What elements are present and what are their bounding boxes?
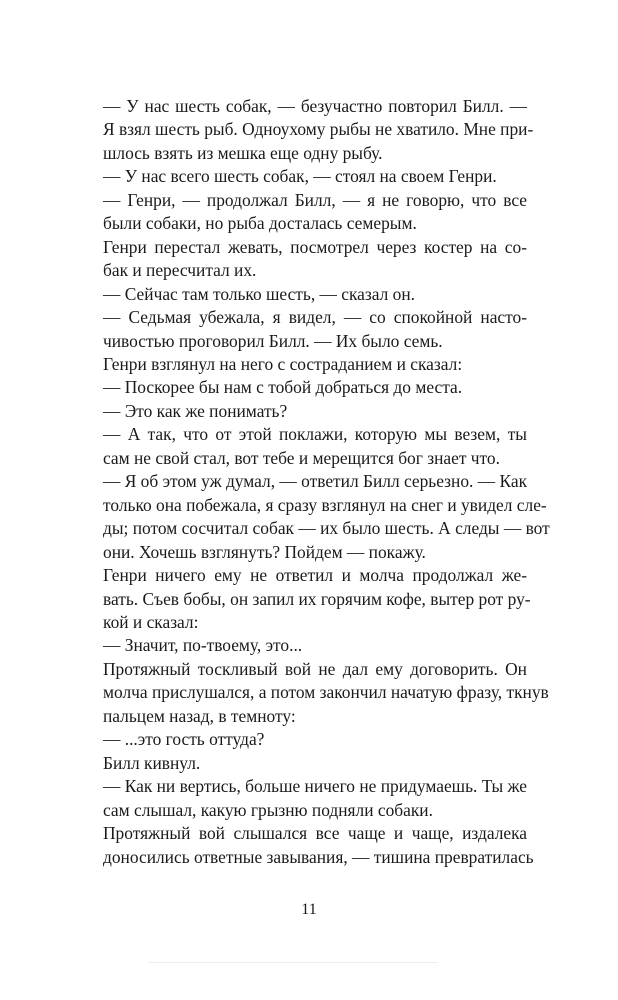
text-line: чивостью проговорил Билл. — Их было семь. — [103, 330, 443, 351]
text-line: пальцем назад, в темноту: — [103, 705, 296, 726]
paragraph — [76, 353, 527, 376]
text-line: — У нас шесть собак, — безучастно повторил Билл. — — [103, 96, 527, 116]
text-line: — ...это гость оттуда? — [103, 729, 265, 750]
paragraph — [76, 236, 527, 283]
text-line: Генри ничего ему не ответил и молча продолжал же- — [103, 565, 527, 586]
paragraph — [76, 470, 550, 564]
page-number: 11 — [301, 901, 317, 918]
paragraph — [76, 376, 527, 399]
paragraph — [76, 658, 549, 728]
text-line: — Сейчас там только шесть, — сказал он. — [103, 283, 416, 304]
text-line: шлось взять из мешка еще одну рыбу. — [103, 142, 383, 163]
text-line: Протяжный вой слышался все чаще и чаще, издалека — [103, 823, 527, 844]
text-line: Я взял шесть рыб. Одноухому рыбы не хватило. Мне при- — [103, 119, 534, 140]
paragraph — [76, 752, 527, 775]
paragraph — [76, 423, 527, 470]
paragraph — [76, 564, 531, 634]
paragraph — [76, 95, 534, 165]
text-line: — Я об этом уж думал, — ответил Билл серьезно. — Как — [103, 471, 528, 492]
text-line: молча прислушался, а потом закончил начатую фразу, ткнув — [103, 682, 549, 703]
paragraph — [76, 306, 527, 353]
text-line: — У нас всего шесть собак, — стоял на своем Генри. — [103, 166, 497, 187]
text-line: вать. Съев бобы, он запил их горячим кофе, вытер рот ру- — [103, 588, 531, 609]
text-line: только она побежала, я сразу взглянул на снег и увидел сле- — [103, 494, 547, 515]
text-line: Протяжный тоскливый вой не дал ему договорить. Он — [103, 658, 527, 679]
text-line: — Как ни вертись, больше ничего не придумаешь. Ты же — [103, 776, 527, 797]
paragraph — [76, 400, 527, 423]
text-line: — Значит, по-твоему, это... — [103, 635, 303, 656]
text-line: сам не свой стал, вот тебе и мерещится бог знает что. — [103, 447, 500, 468]
paragraph — [76, 283, 527, 306]
text-line: они. Хочешь взглянуть? Пойдем — покажу. — [103, 541, 426, 562]
text-line: бак и пересчитал их. — [103, 260, 257, 281]
paragraph — [76, 775, 527, 822]
paragraph — [76, 189, 527, 236]
text-line: Билл кивнул. — [103, 752, 201, 773]
text-line: Генри взглянул на него с состраданием и сказал: — [103, 353, 463, 374]
text-line: — Седьмая убежала, я видел, — со спокойной насто- — [103, 307, 527, 328]
text-line: кой и сказал: — [103, 611, 199, 632]
text-line: — А так, что от этой поклажи, которую мы везем, ты — [103, 424, 527, 445]
text-line: сам слышал, какую грызню подняли собаки. — [103, 799, 433, 820]
paragraph — [76, 165, 527, 188]
bottom-divider — [148, 962, 438, 963]
text-line: Генри перестал жевать, посмотрел через костер на со- — [103, 236, 527, 257]
body-text — [76, 95, 550, 869]
paragraph — [76, 728, 527, 751]
text-line: ды; потом сосчитал собак — их было шесть. А следы — вот — [103, 518, 550, 539]
paragraph — [76, 634, 527, 657]
text-line: доносились ответные завывания, — тишина превратилась — [103, 846, 534, 867]
text-line: — Это как же понимать? — [103, 400, 288, 421]
paragraph — [76, 822, 534, 869]
text-line: — Генри, — продолжал Билл, — я не говорю, что все — [103, 189, 527, 210]
text-line: были собаки, но рыба досталась семерым. — [103, 213, 417, 234]
text-line: — Поскорее бы нам с тобой добраться до места. — [103, 377, 463, 398]
